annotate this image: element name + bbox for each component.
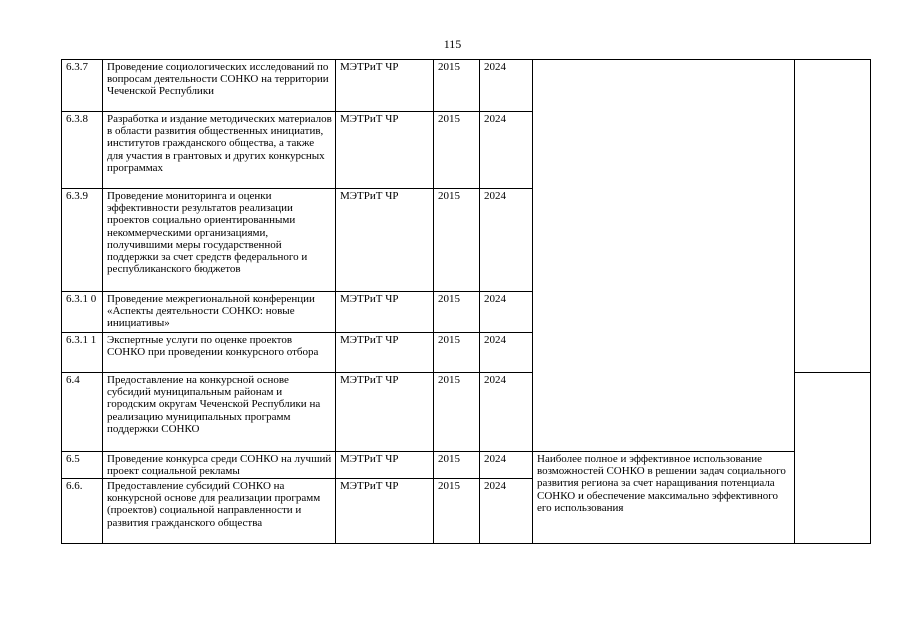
- row-end-year: 2024: [480, 189, 533, 292]
- page-number: 115: [443, 37, 462, 51]
- row-executor: МЭТРиТ ЧР: [336, 373, 434, 452]
- indicator-cell-empty: [795, 60, 871, 373]
- indicator-cell-empty: [795, 373, 871, 544]
- row-start-year: 2015: [434, 479, 480, 544]
- row-start-year: 2015: [434, 333, 480, 373]
- row-executor: МЭТРиТ ЧР: [336, 112, 434, 189]
- program-table: [61, 59, 871, 544]
- row-start-year: 2015: [434, 189, 480, 292]
- result-cell-empty: [533, 60, 795, 452]
- row-number: 6.6.: [62, 479, 103, 544]
- row-end-year: 2024: [480, 333, 533, 373]
- row-executor: МЭТРиТ ЧР: [336, 60, 434, 112]
- row-name: Проведение социологических исследований по вопросам деятельности СОНКО на территории Чеченской Республики: [103, 60, 336, 112]
- row-name: Проведение мониторинга и оценки эффективности результатов реализации проектов социально ориентированными некоммерческими организациями, получившими меры государственной поддержки за счет средств федерального и республиканского бюджетов: [103, 189, 336, 292]
- row-number: 6.3.7: [62, 60, 103, 112]
- row-number: 6.3.1 1: [62, 333, 103, 373]
- row-executor: МЭТРиТ ЧР: [336, 292, 434, 333]
- expected-result: Наиболее полное и эффективное использование возможностей СОНКО в решении задач социального развития региона за счет наращивания потенциала СОНКО и обеспечение максимально эффективного его использования: [533, 452, 795, 544]
- row-name: Предоставление субсидий СОНКО на конкурсной основе для реализации программ (проектов) социальной направленности и развития гражданского общества: [103, 479, 336, 544]
- row-start-year: 2015: [434, 373, 480, 452]
- row-end-year: 2024: [480, 452, 533, 479]
- row-name: Экспертные услуги по оценке проектов СОНКО при проведении конкурсного отбора: [103, 333, 336, 373]
- row-executor: МЭТРиТ ЧР: [336, 452, 434, 479]
- row-end-year: 2024: [480, 479, 533, 544]
- row-number: 6.3.1 0: [62, 292, 103, 333]
- row-end-year: 2024: [480, 373, 533, 452]
- row-start-year: 2015: [434, 60, 480, 112]
- table-row: [62, 452, 871, 479]
- row-start-year: 2015: [434, 292, 480, 333]
- row-end-year: 2024: [480, 60, 533, 112]
- row-name: Проведение конкурса среди СОНКО на лучший проект социальной рекламы: [103, 452, 336, 479]
- row-end-year: 2024: [480, 112, 533, 189]
- row-number: 6.3.8: [62, 112, 103, 189]
- row-start-year: 2015: [434, 452, 480, 479]
- row-number: 6.3.9: [62, 189, 103, 292]
- row-name: Проведение межрегиональной конференции «Аспекты деятельности СОНКО: новые инициативы»: [103, 292, 336, 333]
- table-row: [62, 60, 871, 112]
- row-name: Предоставление на конкурсной основе субсидий муниципальным районам и городским округам Чеченской Республики на реализацию муниципальных программ поддержки СОНКО: [103, 373, 336, 452]
- row-executor: МЭТРиТ ЧР: [336, 333, 434, 373]
- row-end-year: 2024: [480, 292, 533, 333]
- row-executor: МЭТРиТ ЧР: [336, 479, 434, 544]
- row-number: 6.5: [62, 452, 103, 479]
- row-start-year: 2015: [434, 112, 480, 189]
- row-name: Разработка и издание методических материалов в области развития общественных инициатив, институтов гражданского общества, а также для участия в грантовых и других конкурсных программах: [103, 112, 336, 189]
- row-number: 6.4: [62, 373, 103, 452]
- row-executor: МЭТРиТ ЧР: [336, 189, 434, 292]
